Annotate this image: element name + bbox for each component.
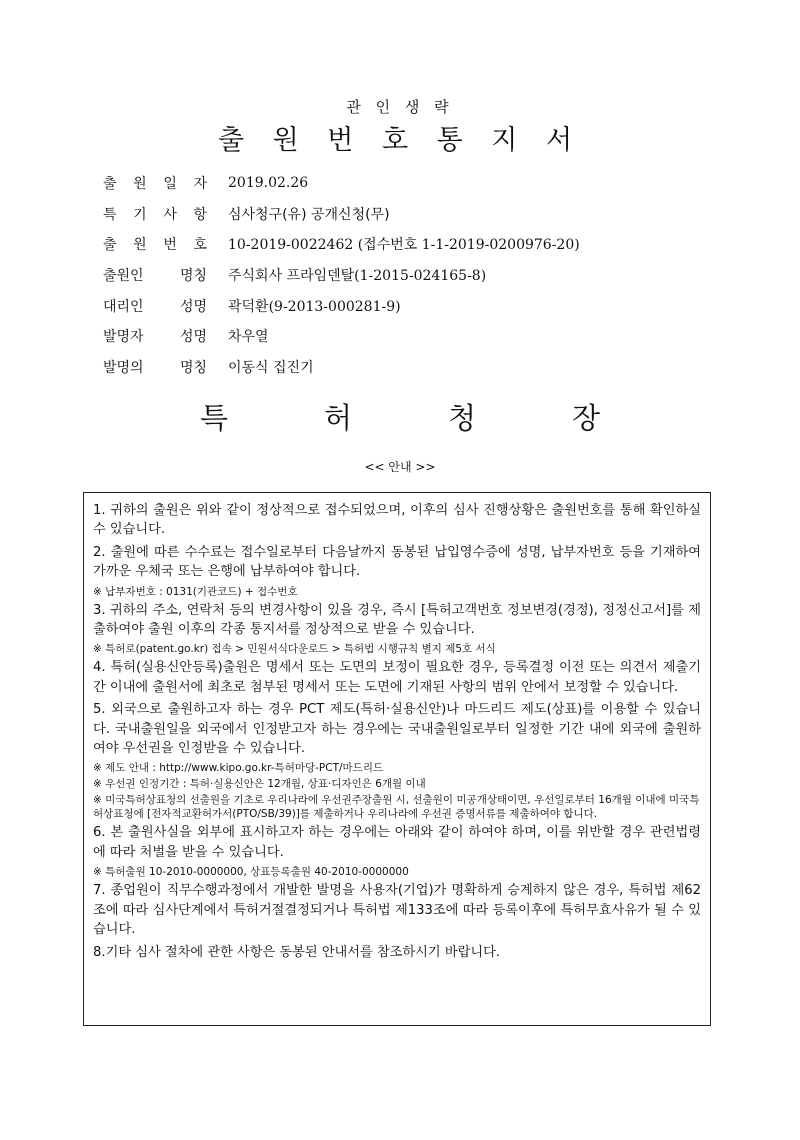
notice-item-4: 4. 특허(실용신안등록)출원은 명세서 또는 도면의 보정이 필요한 경우, 등록결정 이전 또는 의견서 제출기간 이내에 출원서에 최초로 첨부된 명세서 또는 도면에 기재된 사항의 범위 안에서 보정할 수 있습니다.: [93, 660, 701, 695]
notice-item-5: 5. 외국으로 출원하고자 하는 경우 PCT 제도(특허·실용신안)나 마드리드 제도(상표)를 이용할 수 있습니다. 국내출원일을 외국에서 인정받고자 하는 경우에는 국내출원일로부터 일정한 기간 내에 외국에 출원하여야 우선권을 인정받을 수 있습니다.: [93, 702, 701, 757]
field-filing-date: [103, 168, 723, 199]
field-value: 차우열: [228, 329, 269, 346]
field-application-number: [103, 229, 723, 260]
field-label: 출 원 번 호: [103, 237, 207, 254]
document-title: 출 원 번 호 통 지 서: [217, 125, 583, 156]
field-special-notes: [103, 199, 723, 230]
field-value: 2019.02.26: [228, 175, 309, 192]
notice-note: ※ 특허출원 10-2010-0000000, 상표등록출원 40-2010-0000000: [93, 866, 409, 879]
field-applicant-name: [103, 260, 723, 291]
notice-item-8: 8.기타 심사 절차에 관한 사항은 동봉된 안내서를 참조하시기 바랍니다.: [93, 944, 501, 960]
notice-item-2: 2. 출원에 따른 수수료는 접수일로부터 다음날까지 동봉된 납입영수증에 성명, 납부자번호 등을 기재하여 가까운 우체국 또는 은행에 납부하여야 합니다.: [93, 544, 701, 580]
field-invention-title: [103, 352, 723, 383]
guide-heading: << 안내 >>: [364, 460, 436, 474]
notice-note: ※ 특허로(patent.go.kr) 접속 > 민원서식다운로드 > 특허법 시행규칙 별지 제5호 서식: [93, 643, 496, 656]
notice-item-6: 6. 본 출원사실을 외부에 표시하고자 하는 경우에는 아래와 같이 하여야 하며, 이를 위반할 경우 관련법령에 따라 처벌을 받을 수 있습니다.: [93, 825, 701, 860]
field-label: 발명의 명칭: [103, 359, 207, 376]
field-label: 출 원 일 자: [103, 176, 207, 193]
notice-note: ※ 제도 안내 : http://www.kipo.go.kr-특허마당-PCT/마드리드: [93, 762, 384, 775]
field-agent-name: [103, 290, 723, 321]
notice-note: ※ 미국특허상표청의 선출원을 기초로 우리나라에 우선권주장출원 시, 선출원이 미공개상태이면, 우선일로부터 16개월 이내에 미국특허상표청에 [전자적교환허가서(PTO/SB/39)]를 제출하거나 우리나라에 우선권 증명서류를 제출하여야 합니다.: [93, 794, 700, 821]
field-value: 이동식 집진기: [228, 359, 314, 376]
field-label: 특 기 사 항: [103, 206, 207, 223]
field-inventor-name: [103, 321, 723, 352]
field-value: 10-2019-0022462 (접수번호 1-1-2019-0200976-20): [228, 237, 580, 254]
field-label: 출원인 명칭: [103, 268, 207, 285]
application-fields: [103, 168, 723, 382]
field-label: 발명자 성명: [103, 329, 207, 346]
notice-note: ※ 납부자번호 : 0131(기관코드) + 접수번호: [93, 585, 298, 598]
document-subtitle: 관 인 생 략: [346, 98, 454, 116]
notice-note: ※ 우선권 인정기간 : 특허·실용신안은 12개월, 상표·디자인은 6개월 이내: [93, 778, 426, 791]
notice-item-1: 1. 귀하의 출원은 위와 같이 정상적으로 접수되었으며, 이후의 심사 진행상황은 출원번호를 통해 확인하실 수 있습니다.: [93, 503, 701, 538]
field-value: 심사청구(유) 공개신청(무): [228, 206, 390, 223]
issuer-commissioner: 특 허 청 장: [200, 401, 600, 435]
notice-box: [83, 492, 711, 1026]
field-value: 주식회사 프라임덴탈(1-2015-024165-8): [228, 268, 487, 285]
field-value: 곽덕환(9-2013-000281-9): [228, 298, 401, 315]
field-label: 대리인 성명: [103, 298, 207, 315]
notice-item-7: 7. 종업원이 직무수행과정에서 개발한 발명을 사용자(기업)가 명확하게 승계하지 않은 경우, 특허법 제62조에 따라 심사단계에서 특허거절결정되거나 특허법 제133조에 따라 등록이후에 특허무효사유가 될 수 있습니다.: [93, 883, 701, 938]
notice-item-3: 3. 귀하의 주소, 연락처 등의 변경사항이 있을 경우, 즉시 [특허고객번호 정보변경(경정), 정정신고서]를 제출하여야 출원 이후의 각종 통지서를 정상적으로 받을 수 있습니다.: [93, 602, 701, 638]
